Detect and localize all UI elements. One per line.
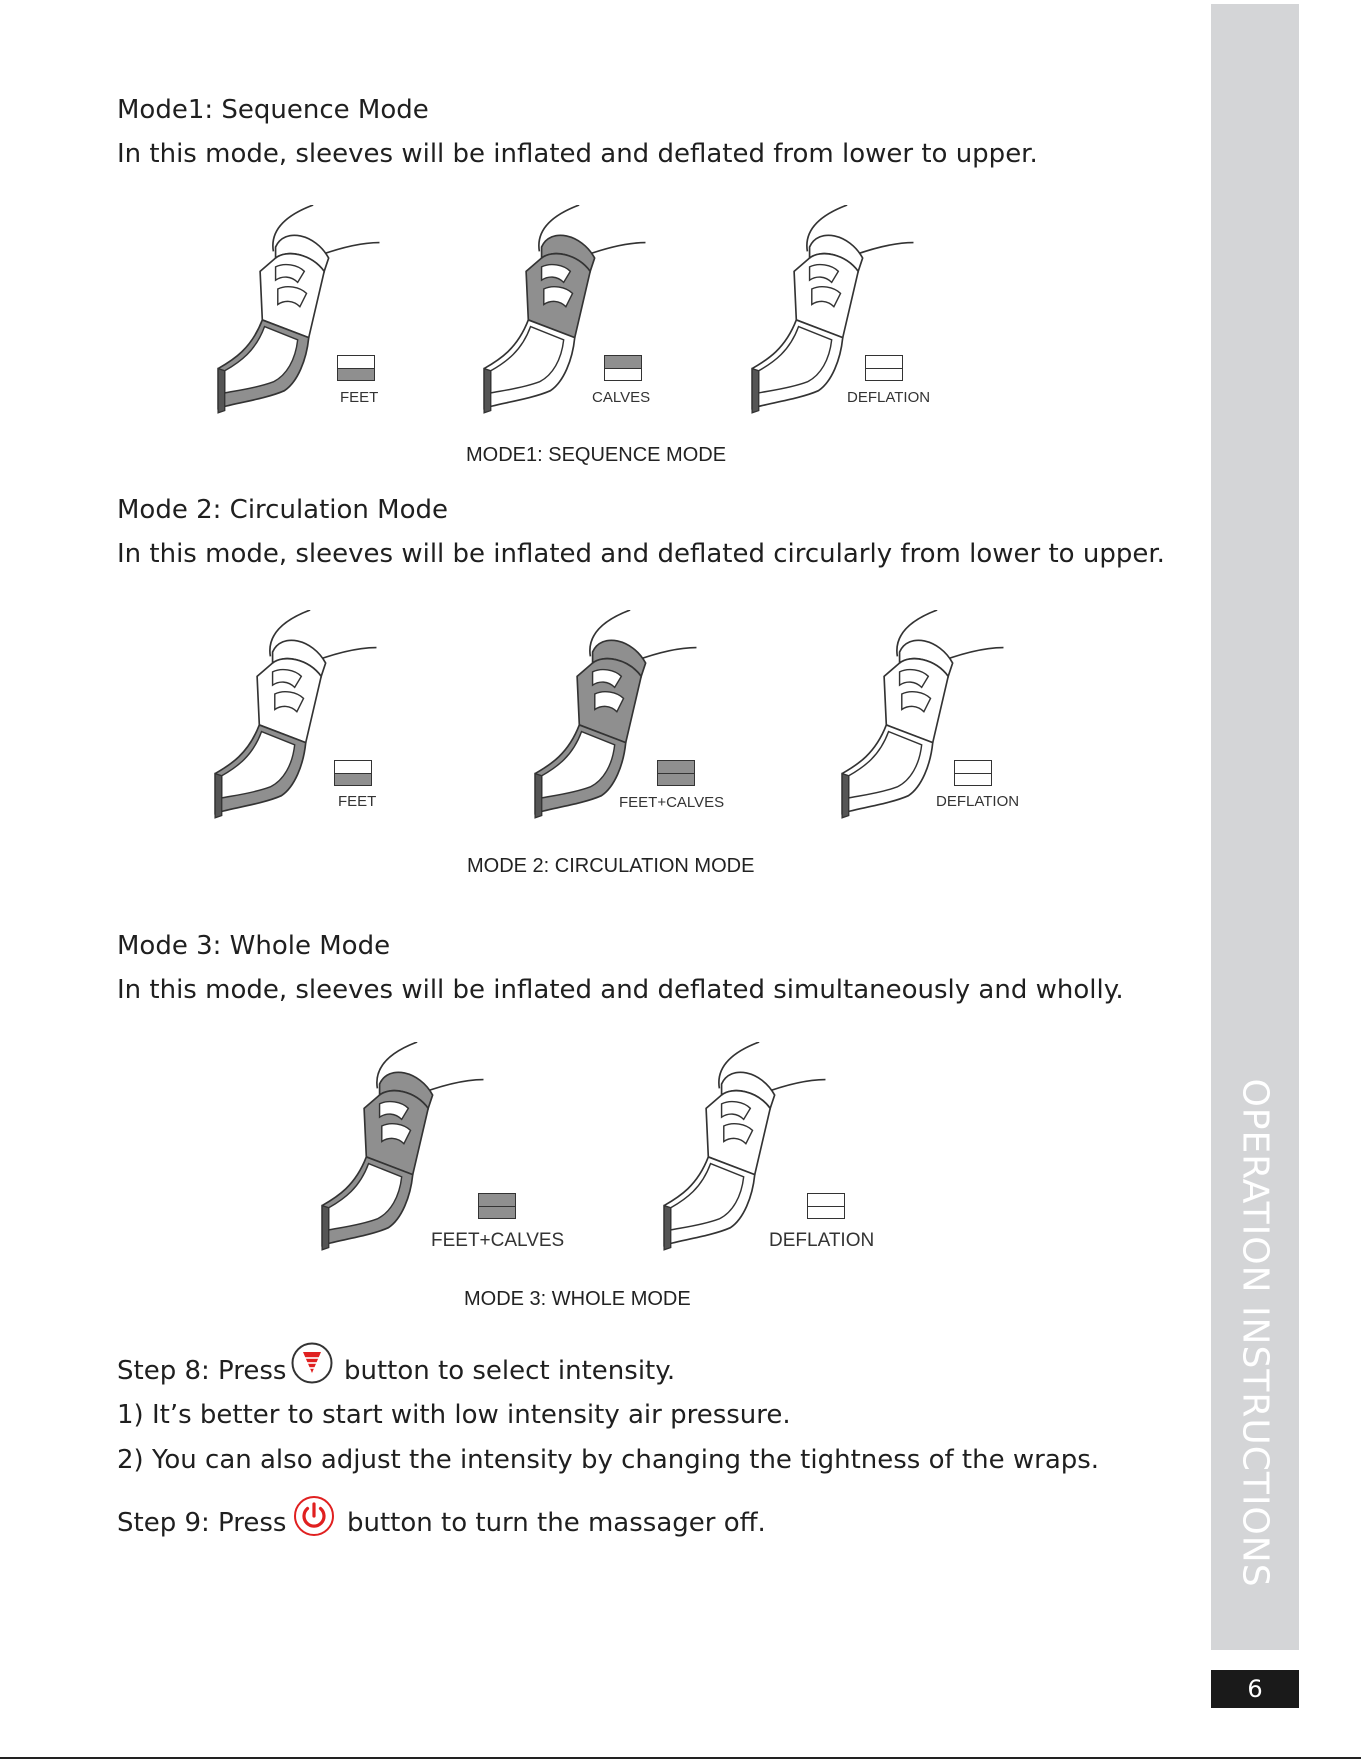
mode3-heading: Mode 3: Whole Mode <box>117 931 391 961</box>
mode2-description: In this mode, sleeves will be inflated and deflated circularly from lower to upper. <box>117 539 1165 569</box>
mode1-heading: Mode1: Sequence Mode <box>117 95 429 125</box>
leg-sleeve-icon <box>523 610 713 820</box>
panel-label: DEFLATION <box>769 1230 875 1251</box>
intensity-icon <box>290 1341 334 1385</box>
step9-suffix: button to turn the massager off. <box>347 1508 766 1538</box>
mode3-description: In this mode, sleeves will be inflated and deflated simultaneously and wholly. <box>117 975 1124 1005</box>
inflation-indicator <box>337 355 375 381</box>
leg-sleeve-icon <box>206 205 396 415</box>
inflation-indicator <box>807 1193 845 1219</box>
mode2-caption: MODE 2: CIRCULATION MODE <box>467 855 755 877</box>
step8-note-2: 2) You can also adjust the intensity by changing the tightness of the wraps. <box>117 1445 1100 1475</box>
mode1-caption: MODE1: SEQUENCE MODE <box>466 444 727 466</box>
inflation-indicator <box>478 1193 516 1219</box>
panel-label: DEFLATION <box>847 389 931 406</box>
page-number: 6 <box>1211 1670 1299 1708</box>
mode1-description: In this mode, sleeves will be inflated and deflated from lower to upper. <box>117 139 1038 169</box>
leg-sleeve-icon <box>740 205 930 415</box>
panel-label: FEET+CALVES <box>619 794 725 811</box>
inflation-indicator <box>334 760 372 786</box>
leg-sleeve-icon <box>472 205 662 415</box>
panel-label: FEET <box>338 793 377 810</box>
panel-label: FEET <box>340 389 379 406</box>
step8-note-1: 1) It’s better to start with low intensity air pressure. <box>117 1400 791 1430</box>
inflation-indicator <box>865 355 903 381</box>
inflation-indicator <box>604 355 642 381</box>
panel-label: DEFLATION <box>936 793 1020 810</box>
panel-label: FEET+CALVES <box>431 1230 565 1251</box>
section-title: OPERATION INSTRUCTIONS <box>1234 1078 1276 1588</box>
leg-sleeve-icon <box>203 610 393 820</box>
step8-suffix: button to select intensity. <box>344 1356 676 1386</box>
mode3-caption: MODE 3: WHOLE MODE <box>464 1288 691 1310</box>
panel-label: CALVES <box>592 389 651 406</box>
step8-prefix: Step 8: Press <box>117 1356 287 1386</box>
bottom-rule <box>0 1757 1361 1759</box>
inflation-indicator <box>954 760 992 786</box>
leg-sleeve-icon <box>652 1042 842 1252</box>
step9-prefix: Step 9: Press <box>117 1508 287 1538</box>
inflation-indicator <box>657 760 695 786</box>
power-icon <box>293 1495 335 1537</box>
leg-sleeve-icon <box>310 1042 500 1252</box>
leg-sleeve-icon <box>830 610 1020 820</box>
mode2-heading: Mode 2: Circulation Mode <box>117 495 449 525</box>
